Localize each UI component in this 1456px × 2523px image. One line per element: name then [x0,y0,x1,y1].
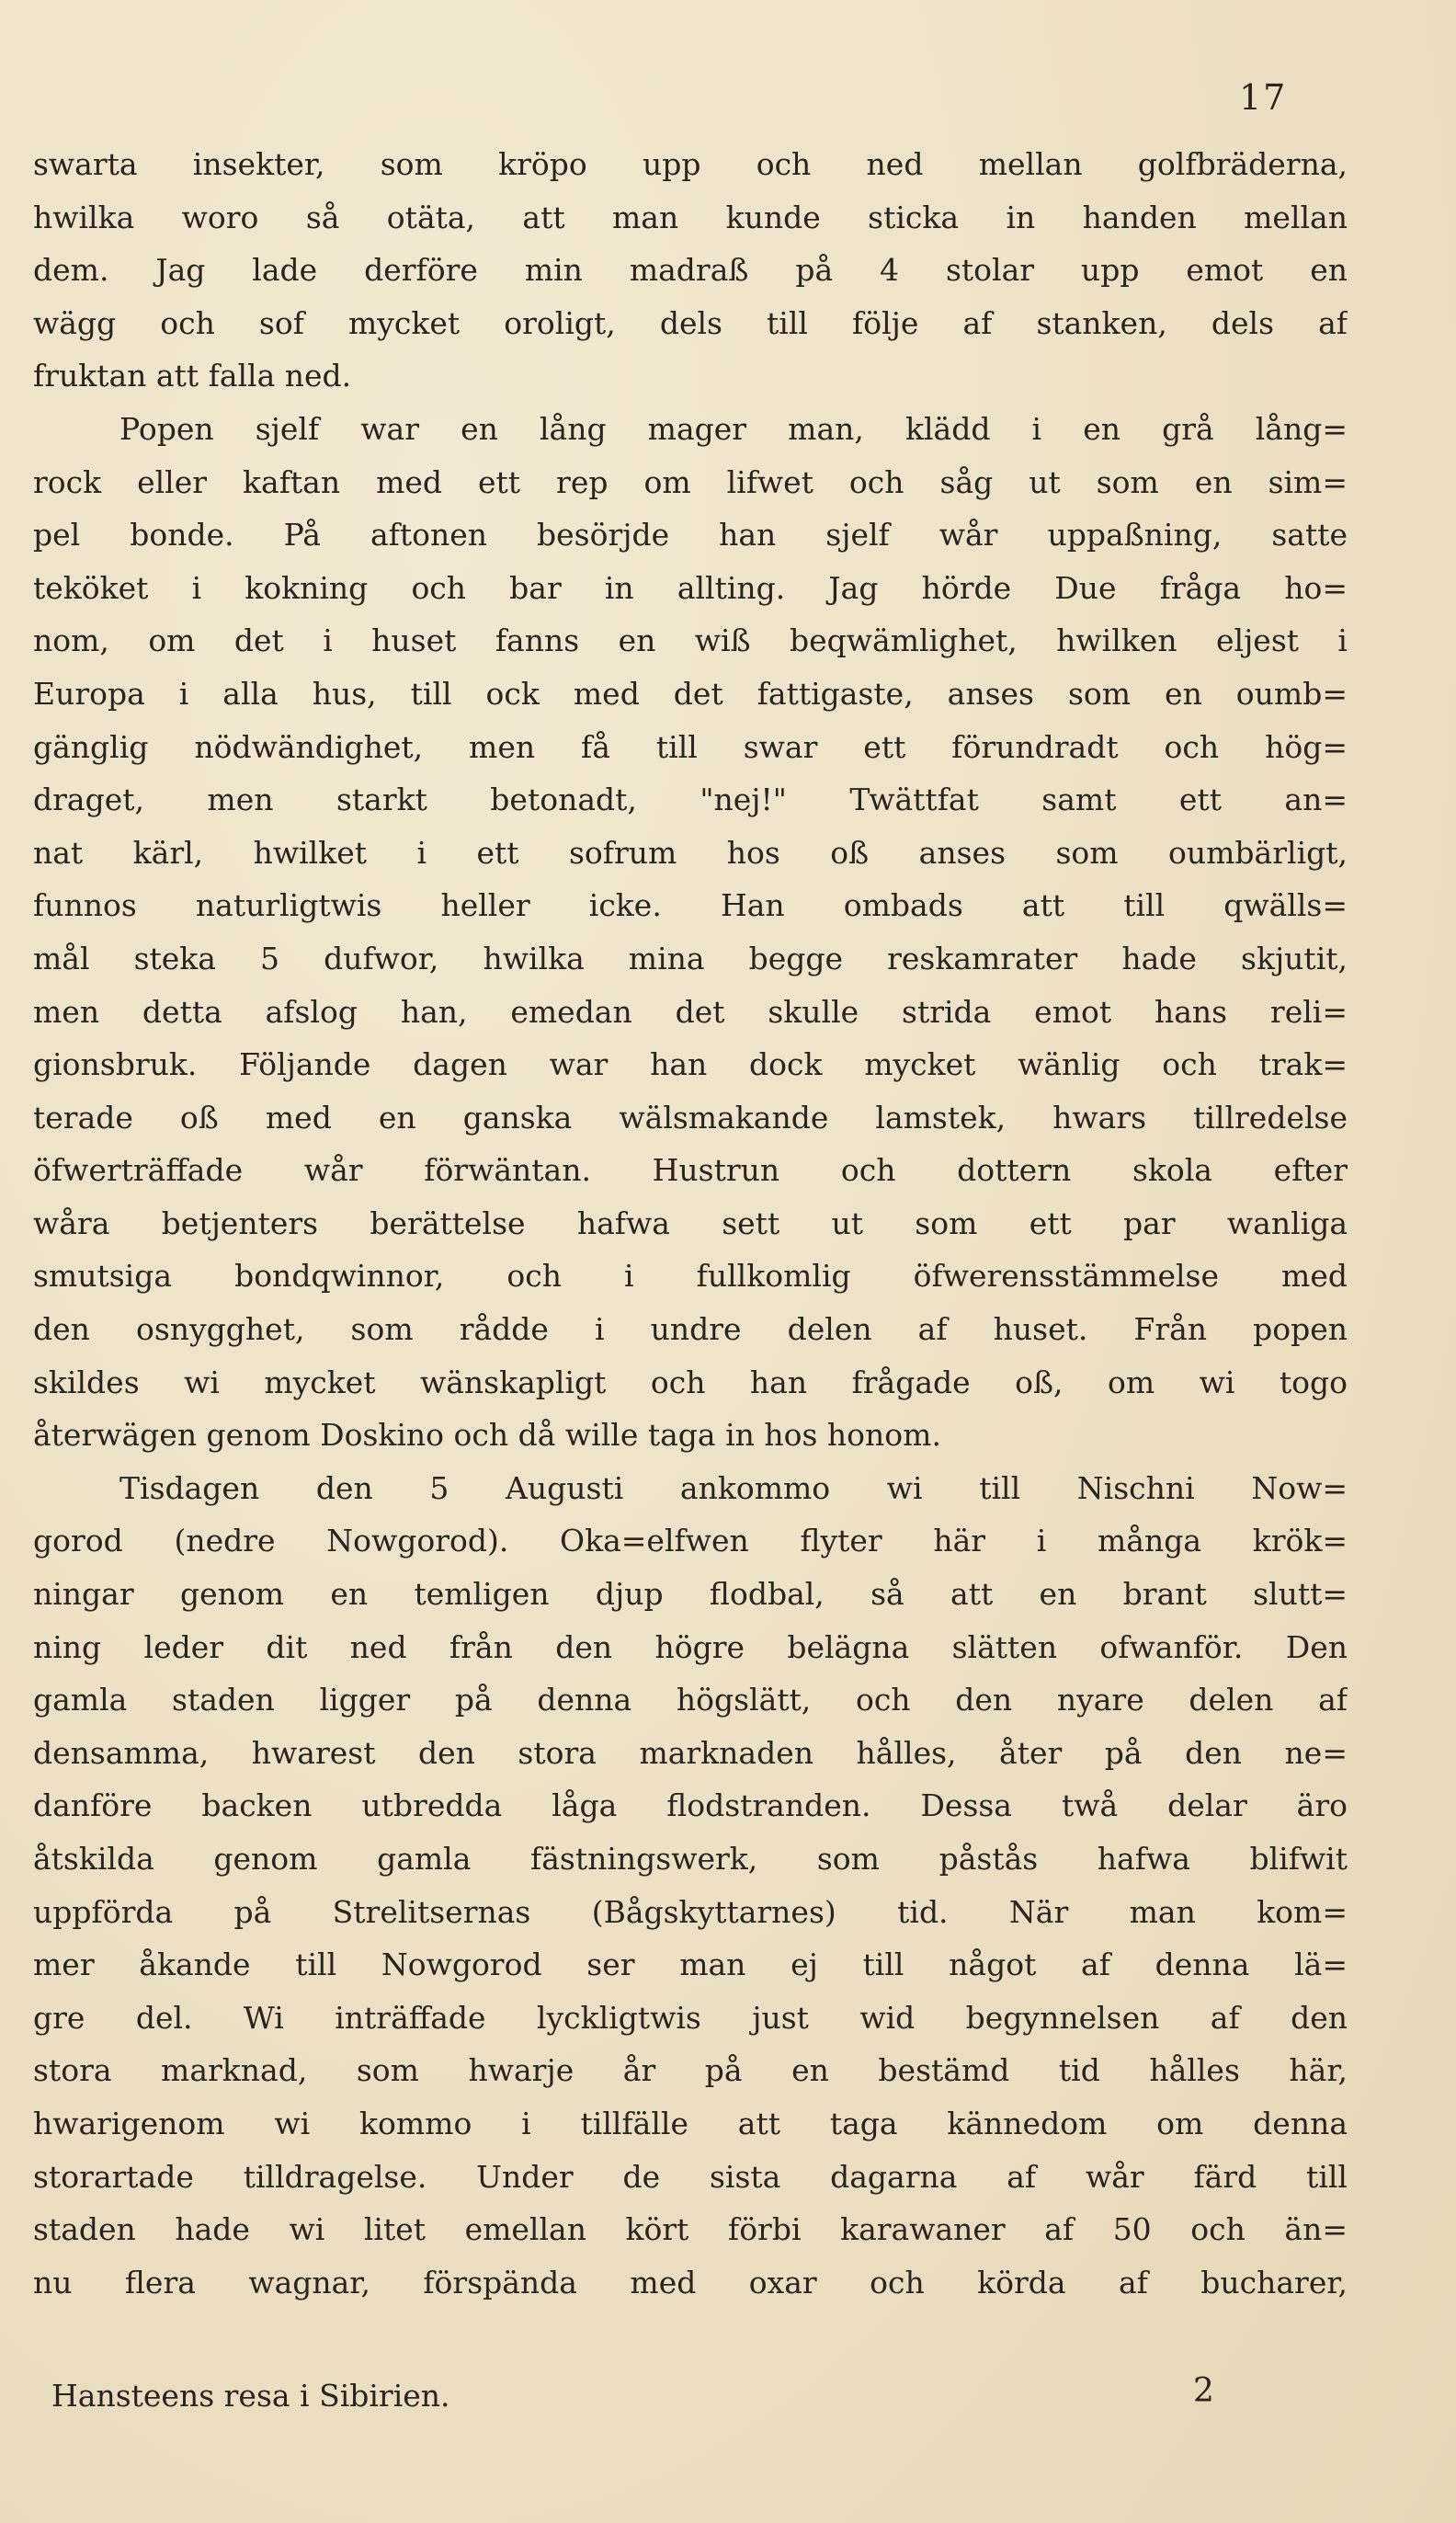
text-line: dem. Jag lade derföre min madraß på 4 stolar upp emot en [33,252,1348,289]
text-line: återwägen genom Doskino och då wille taga in hos honom. [33,1417,941,1454]
text-line: gänglig nödwändighet, men få till swar ett förundradt och hög= [33,728,1348,765]
text-line: gre del. Wi inträffade lyckligtwis just wid begynnelsen af den [33,1999,1348,2036]
text-line: gamla staden ligger på denna högslätt, och den nyare delen af [33,1682,1348,1718]
text-line: nom, om det i huset fanns en wiß beqwämlighet, hwilken eljest i [33,622,1348,659]
text-line: terade oß med en ganska wälsmakande lamstek, hwars tillredelse [33,1099,1348,1136]
text-line: nat kärl, hwilket i ett sofrum hos oß anses som oumbärligt, [33,834,1348,871]
text-line: uppförda på Strelitsernas (Bågskyttarnes) tid. När man kom= [33,1893,1348,1930]
text-line: mer åkande till Nowgorod ser man ej till något af denna lä= [33,1946,1348,1983]
text-line: gionsbruk. Följande dagen war han dock mycket wänlig och trak= [33,1046,1348,1083]
body-text [33,138,1348,2309]
text-line: danföre backen utbredda låga flodstranden. Dessa twå delar äro [33,1787,1348,1824]
text-line: teköket i kokning och bar in allting. Jag hörde Due fråga ho= [33,569,1348,606]
text-line: funnos naturligtwis heller icke. Han ombads att till qwälls= [33,887,1348,924]
text-line: densamma, hwarest den stora marknaden hålles, åter på den ne= [33,1734,1348,1771]
text-line: skildes wi mycket wänskapligt och han frågade oß, om wi togo [33,1364,1348,1400]
text-line: Popen sjelf war en lång mager man, klädd i en grå lång= [119,410,1348,447]
text-line: men detta afslog han, emedan det skulle strida emot hans reli= [33,993,1348,1030]
text-line: fruktan att falla ned. [33,358,352,394]
text-line: Tisdagen den 5 Augusti ankommo wi till Nischni Now= [119,1469,1348,1506]
text-line: storartade tilldragelse. Under de sista dagarna af wår färd till [33,2158,1348,2195]
text-line: den osnygghet, som rådde i undre delen af huset. Från popen [33,1311,1348,1348]
text-line: ningar genom en temligen djup flodbal, så att en brant slutt= [33,1576,1348,1613]
footer-signature: Hansteens resa i Sibirien. [51,2378,450,2414]
text-line: ning leder dit ned från den högre belägna slätten ofwanför. Den [33,1628,1348,1665]
text-line: stora marknad, som hwarje år på en bestämd tid hålles här, [33,2052,1348,2089]
text-line: gorod (nedre Nowgorod). Oka=elfwen flyter här i många krök= [33,1523,1348,1559]
text-line: öfwerträffade wår förwäntan. Hustrun och dottern skola efter [33,1152,1348,1189]
text-line: swarta insekter, som kröpo upp och ned mellan golfbräderna, [33,146,1348,182]
text-line: Europa i alla hus, till ock med det fattigaste, anses som en oumb= [33,675,1348,712]
text-line: rock eller kaftan med ett rep om lifwet och såg ut som en sim= [33,463,1348,500]
page-number: 17 [1239,77,1288,118]
footer-sheet-mark: 2 [1193,2372,1214,2410]
text-line: wägg och sof mycket oroligt, dels till följe af stanken, dels af [33,304,1348,341]
text-line: hwarigenom wi kommo i tillfälle att taga kännedom om denna [33,2105,1348,2141]
text-line: wåra betjenters berättelse hafwa sett ut som ett par wanliga [33,1204,1348,1241]
text-line: smutsiga bondqwinnor, och i fullkomlig öfwerensstämmelse med [33,1258,1348,1295]
text-line: staden hade wi litet emellan kört förbi karawaner af 50 och än= [33,2211,1348,2248]
text-line: mål steka 5 dufwor, hwilka mina begge reskamrater hade skjutit, [33,940,1348,976]
text-line: åtskilda genom gamla fästningswerk, som påstås hafwa blifwit [33,1841,1348,1877]
text-line: draget, men starkt betonadt, "nej!" Twättfat samt ett an= [33,782,1348,818]
text-line: hwilka woro så otäta, att man kunde sticka in handen mellan [33,199,1348,235]
text-line: pel bonde. På aftonen besörjde han sjelf wår uppaßning, satte [33,517,1348,554]
text-line: nu flera wagnar, förspända med oxar och körda af bucharer, [33,2264,1348,2300]
